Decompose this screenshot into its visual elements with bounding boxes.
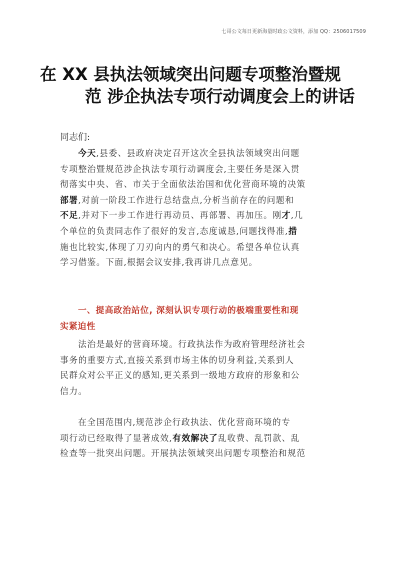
paragraph-rule-of-law (60, 338, 350, 400)
header-note: 七哥公文每日更新海量时政公文资料，添加 QQ：2506017509 (221, 29, 366, 35)
heading-line-1: 一、提高政治站位, 深刻认识专项行动的极端重要性和现 (78, 306, 299, 316)
title-line-1: 在 XX 县执法领域突出问题专项整治暨规 (40, 65, 341, 84)
paragraph-line: 施也比较实,体现了刀刃向内的勇气和决心。希望各单位认真 (60, 242, 300, 253)
paragraph-line (60, 432, 350, 448)
paragraph-line: 学习借鉴。下面,根据会议安排,我再讲几点意见。 (60, 258, 258, 269)
paragraph-line: 专项整治暨规范涉企执法专项行动调度会,主要任务是深入贯 (60, 164, 300, 175)
bold-text: 才 (281, 211, 291, 222)
bold-text: 不足 (60, 211, 79, 222)
text-run: ,对前一阶段工作进行总结盘点,分析当前存在的问题和 (78, 195, 295, 206)
paragraph-line: 信力。 (60, 386, 88, 397)
paragraph-intro (60, 147, 350, 272)
text-run: 项行动已经取得了显著成效, (60, 433, 173, 444)
title-line-2: 范 涉企执法专项行动调度会上的讲话 (85, 87, 355, 106)
paragraph-line: 事务的重要方式,直接关系到市场主体的切身利益,关系到人 (60, 355, 295, 366)
bold-text: 有效解决了 (172, 433, 219, 444)
bold-text: 措 (288, 226, 298, 237)
paragraph-national (60, 416, 350, 463)
text-run: ,县委、县政府决定召开这次全县执法领域突出问题 (96, 149, 300, 159)
paragraph-line: 民群众对公平正义的感知,更关系到一级地方政府的形象和公 (60, 371, 300, 382)
paragraph-line (60, 194, 350, 210)
document-title (40, 64, 372, 108)
paragraph-line (60, 147, 350, 163)
paragraph-line (60, 209, 350, 225)
section-heading (60, 304, 352, 335)
heading-line-2: 实紧迫性 (60, 321, 96, 332)
text-run: 个单位的负责同志作了很好的发言,态度诚恳,问题找得准, (60, 226, 289, 237)
paragraph-line (60, 225, 350, 241)
text-run: ,几 (290, 211, 304, 222)
text-run: ,并对下一步工作进行再动员、再部署、再加压。刚 (78, 211, 282, 222)
paragraph-line: 法治是最好的营商环境。行政执法作为政府管理经济社会 (78, 340, 306, 350)
salutation: 同志们: (60, 133, 91, 143)
paragraph-line: 检查等一批突出问题。开展执法领域突出问题专项整治和规范 (60, 449, 306, 460)
text-run: 乱收费、乱罚款、乱 (218, 433, 300, 444)
bold-text: 今天 (78, 149, 97, 159)
paragraph-line: 在全国范围内,规范涉企行政执法、优化营商环境的专 (78, 418, 291, 428)
paragraph-line: 彻落实中央、省、市关于全面依法治国和优化营商环境的决策 (60, 180, 306, 191)
bold-text: 部署 (60, 195, 79, 206)
